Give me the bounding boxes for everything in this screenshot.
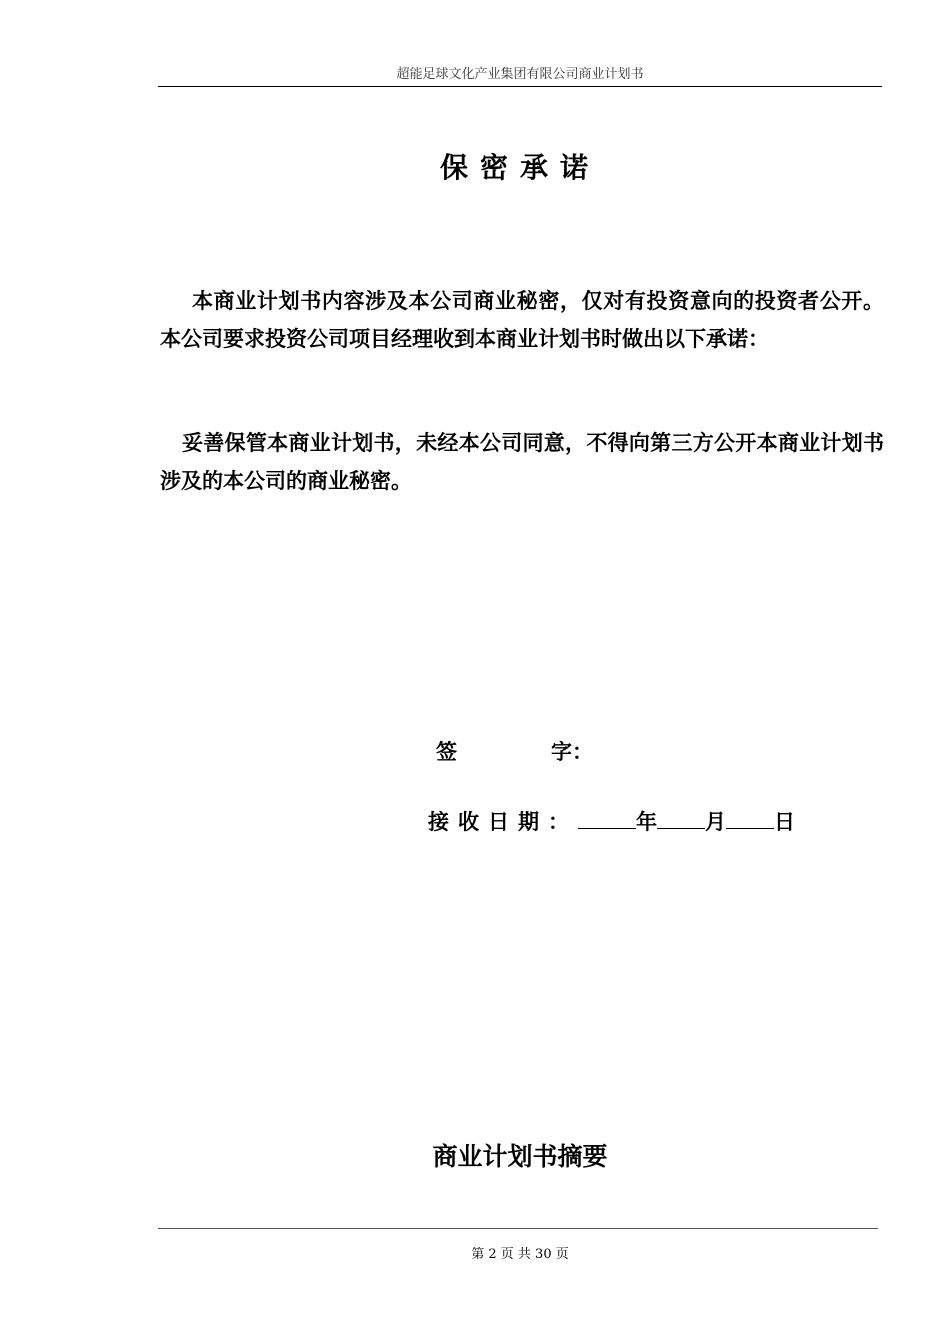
confidentiality-paragraph: 本商业计划书内容涉及本公司商业秘密，仅对有投资意向的投资者公开。本公司要求投资公司项目经理收到本商业计划书时做出以下承诺： (160, 289, 884, 351)
document-title: 保密承诺 (439, 151, 600, 184)
year-blank (578, 808, 636, 829)
commitment-paragraph: 妥善保管本商业计划书，未经本公司同意，不得向第三方公开本商业计划书涉及的本公司的商业秘密。 (160, 431, 884, 493)
day-blank (726, 808, 774, 829)
page-number: 第 2 页 共 30 页 (471, 1247, 569, 1262)
header-divider (158, 86, 882, 87)
signature-label-right: 字： (551, 740, 593, 764)
summary-section-title: 商业计划书摘要 (432, 1142, 608, 1171)
footer-divider (158, 1228, 878, 1229)
year-label: 年 (636, 810, 657, 834)
month-blank (657, 808, 705, 829)
signature-label-left: 签 (436, 740, 457, 764)
signature-line (436, 736, 593, 768)
day-label: 日 (774, 810, 795, 834)
receipt-date-label: 接收日期： (428, 810, 578, 834)
receipt-date-line (428, 806, 795, 838)
page-header: 超能足球文化产业集团有限公司商业计划书 (396, 67, 644, 82)
month-label: 月 (705, 810, 726, 834)
